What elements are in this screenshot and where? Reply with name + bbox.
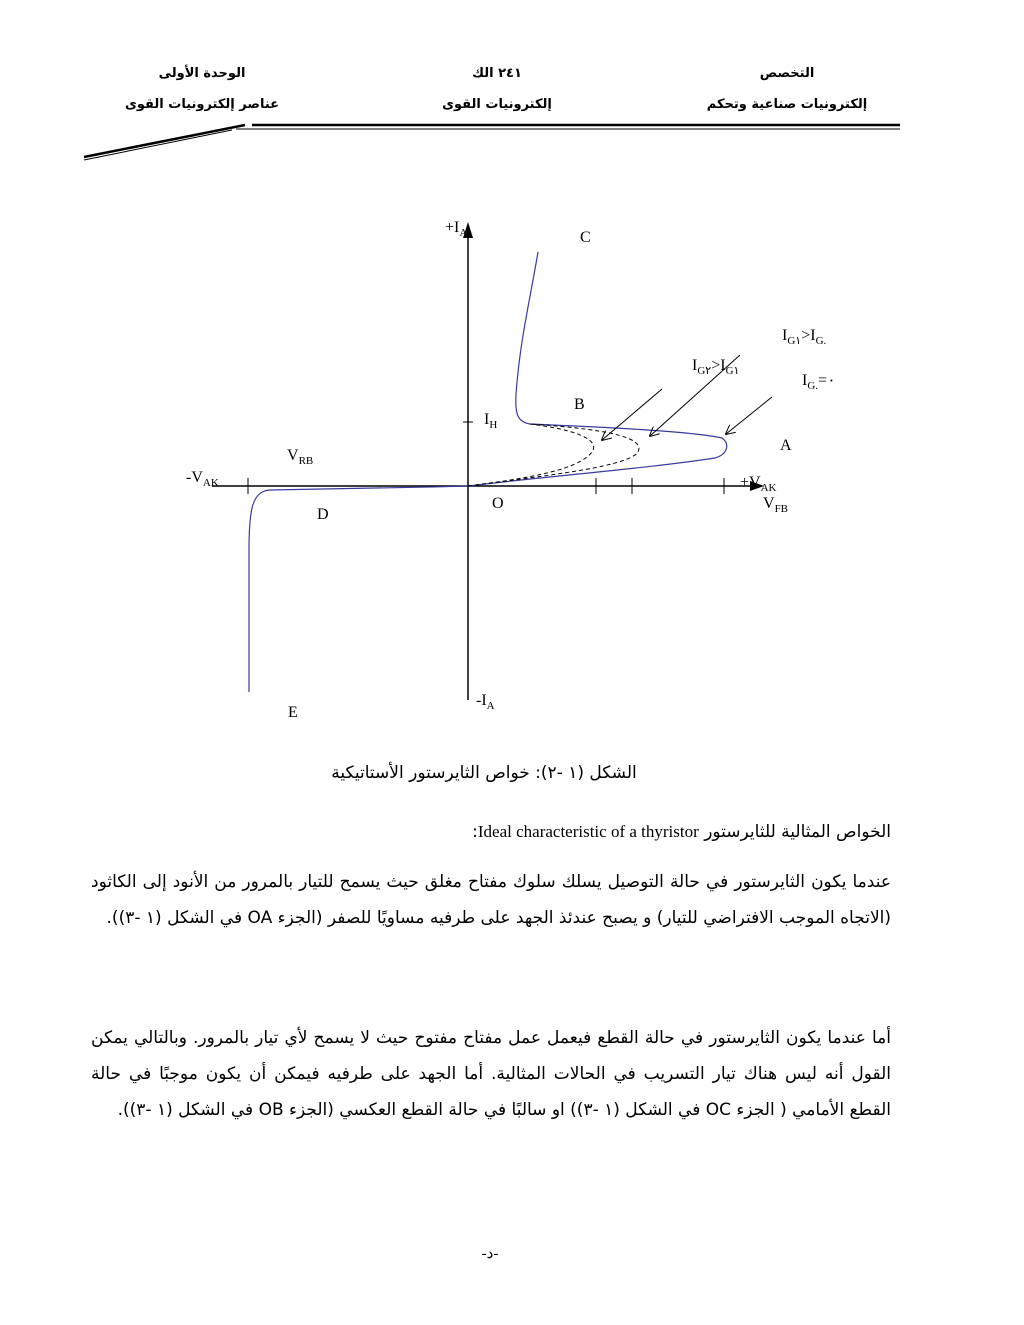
forward-breakover-voltage-label: $V_{FB}$ bbox=[763, 495, 789, 515]
point-label-c: C bbox=[580, 229, 591, 246]
pointer-arrow-ig0 bbox=[726, 397, 772, 434]
point-label-d: D bbox=[317, 506, 329, 523]
label-negative-current: $-I_A$ bbox=[476, 692, 495, 712]
point-label-e: E bbox=[288, 704, 298, 721]
header-course-name: إلكترونيات القوى bbox=[442, 97, 552, 112]
origin-label-o: O bbox=[492, 495, 504, 512]
gate-current-curve-dashed-1 bbox=[468, 424, 594, 486]
reverse-breakdown-voltage-label: $V_{RB}$ bbox=[287, 447, 314, 467]
paragraph-blocking-state: أما عندما يكون الثايرستور في حالة القطع فيعمل عمل مفتاح مفتوح حيث لا يسمح لأي تيار بالمرور. وبالتالي يمكن القول أنه ليس هناك تيار التسريب في الحالات المثالية. أما الجهد على طرفيه فيمكن أن يكون موجبًا في حالة القطع الأمامي ( الجزء OC في الشكل (١ -٣)) او سالبًا في حالة القطع العكسي (الجزء OB في الشكل (١ -٣)). bbox=[91, 1028, 891, 1120]
header-unit-title: عناصر إلكترونيات القوى bbox=[124, 97, 280, 112]
label-positive-current: $+I_A$ bbox=[445, 219, 468, 239]
point-label-a: A bbox=[780, 437, 792, 454]
header-specialty-value: إلكترونيات صناعية وتحكم bbox=[706, 97, 868, 112]
section-title bbox=[472, 822, 891, 842]
header-unit-label: الوحدة الأولى bbox=[158, 66, 246, 81]
header-rule bbox=[84, 125, 900, 160]
label-positive-voltage: $+V_{AK}$ bbox=[740, 474, 777, 494]
section-title-colon: : bbox=[472, 822, 478, 842]
figure-caption: الشكل (١ -٢): خواص الثايرستور الأستاتيكية bbox=[331, 763, 637, 783]
gate-current-label-3: $I_{G.}=٠$ bbox=[802, 372, 836, 392]
paragraph-conducting-state: عندما يكون الثايرستور في حالة التوصيل يسلك سلوك مفتاح مغلق حيث يسمح للتيار بالمرور من الأنود إلى الكاثود (الاتجاه الموجب الافتراضي للتيار) و يصبح عندئذ الجهد على طرفيه مساويًا للصفر (الجزء OA في الشكل (١ -٣)). bbox=[91, 872, 891, 928]
section-title-arabic: الخواص المثالية للثايرستور bbox=[704, 822, 891, 842]
header-course-code: ٢٤١ الك bbox=[472, 66, 522, 81]
page-number: -د- bbox=[481, 1246, 499, 1262]
reverse-characteristic-curve bbox=[249, 486, 468, 692]
gate-current-label-1: $I_{G١}>I_{G.}$ bbox=[782, 327, 827, 347]
header-specialty-label: التخصص bbox=[759, 66, 815, 81]
section-title-english: Ideal characteristic of a thyristor bbox=[477, 822, 699, 841]
label-negative-voltage: $-V_{AK}$ bbox=[186, 469, 219, 489]
forward-characteristic-curve bbox=[468, 252, 727, 486]
pointer-arrow-ig2 bbox=[602, 389, 662, 440]
point-label-b: B bbox=[574, 396, 585, 413]
gate-current-label-2: $I_{G٢}>I_{G١}$ bbox=[692, 357, 740, 377]
holding-current-label: $I_H$ bbox=[484, 411, 498, 431]
